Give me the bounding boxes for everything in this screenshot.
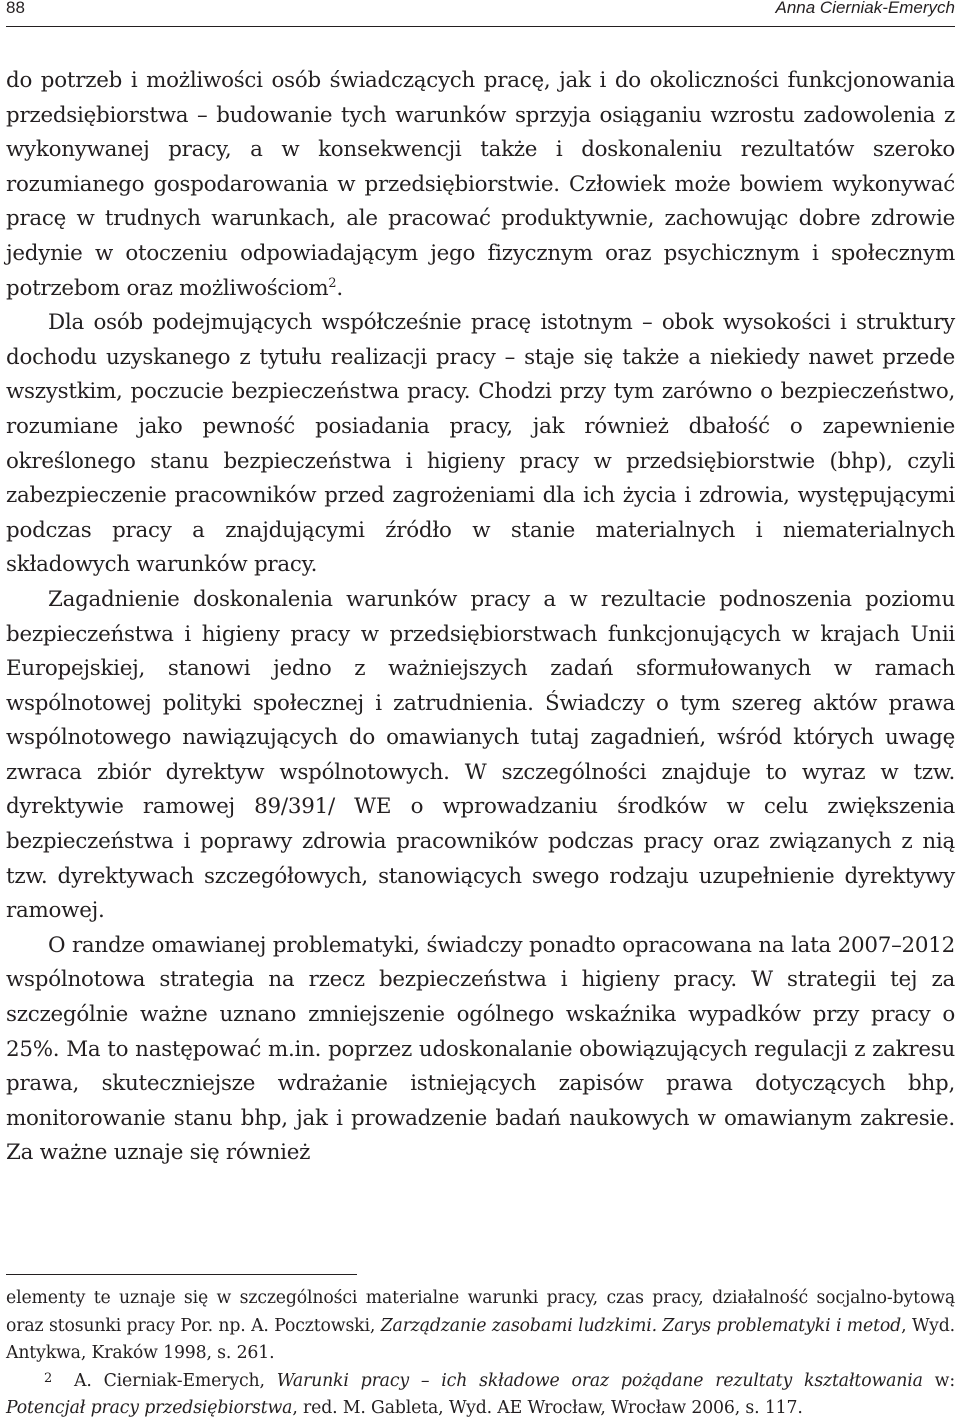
footnote-separator [6, 1274, 357, 1275]
footnote-1-text: elementy te uznaje się w szczególności materialne warunki pracy, czas pracy, działalność socjalno-bytową oraz stosunki pracy Por. np. A. Pocztowski, [6, 1288, 955, 1336]
running-head: Anna Cierniak-Emerych [775, 0, 955, 17]
page-number: 88 [6, 0, 25, 17]
footnote-2-book-title: Potencjał pracy przedsiębiorstwa [6, 1398, 293, 1418]
footnote-2-publication: , red. M. Gableta, Wyd. AE Wrocław, Wrocław 2006, s. 117. [292, 1398, 803, 1418]
paragraph-3: Zagadnienie doskonalenia warunków pracy a w rezultacie podnoszenia poziomu bezpieczeństwa i higieny pracy w przedsiębiorstwach funkcjonujących w krajach Unii Europejskiej, stanowi jedno z ważniejszych zadań sformułowanych w ramach wspólnotowej polityki społecznej i zatrudnienia. Świadczy o tym szereg aktów prawa wspólnotowego nawiązujących do omawianych tutaj zagadnień, wśród których uwagę zwraca zbiór dyrektyw wspólnotowych. W szczególności znajduje to wyraz w tzw. dyrektywie ramowej 89/391/ WE o wprowadzaniu środków w celu zwiększenia bezpieczeństwa i poprawy zdrowia pracowników podczas pracy oraz związanych z nią tzw. dyrektywach szczegółowych, stanowiących swego rodzaju uzupełnienie dyrektywy ramowej. [6, 586, 955, 924]
footnote-1-continued [6, 1285, 955, 1368]
footnote-2: 2 A. Cierniak-Emerych, Warunki pracy – ich składowe oraz pożądane rezultaty kształtowania w: Potencjał pracy przedsiębiorstwa, red. M. Gableta, Wyd. AE Wrocław, Wrocław 2006, s. 117. [6, 1370, 955, 1418]
footnotes [6, 1285, 955, 1423]
paragraph-4: O randze omawianej problematyki, świadczy ponadto opracowana na lata 2007–2012 wspólnotowa strategia na rzecz bezpieczeństwa i higieny pracy. W strategii tej za szczególnie ważne uznano zmniejszenie ogólnego wskaźnika wypadków przy pracy o 25%. Ma to następować m.in. poprzez udoskonalanie obowiązujących regulacji z zakresu prawa, skuteczniejsze wdrażanie istniejących zapisów prawa dotyczących bhp, monitorowanie stanu bhp, jak i prowadzenie badań naukowych w omawianym zakresie. Za ważne uznaje się również [6, 932, 955, 1166]
paragraph-1-end: . [336, 275, 343, 301]
main-text [6, 64, 955, 1171]
paragraph-1 [6, 64, 955, 306]
footnote-1-title: Zarządzanie zasobami ludzkimi. Zarys problematyki i metod [380, 1315, 902, 1336]
footnote-2-title: Warunki pracy – ich składowe oraz pożądane rezultaty kształtowania [276, 1370, 923, 1391]
footnote-reference-2: 2 [328, 275, 337, 291]
paragraph-2: Dla osób podejmujących współcześnie pracę istotnym – obok wysokości i struktury dochodu uzyskanego z tytułu realizacji pracy – staje się także a niekiedy nawet przede wszystkim, poczucie bezpieczeństwa pracy. Chodzi przy tym zarówno o bezpieczeństwo, rozumiane jako pewność posiadania pracy, jak również dbałość o zapewnienie określonego stanu bezpieczeństwa i higieny pracy w przedsiębiorstwie (bhp), czyli zabezpieczenie pracowników przed zagrożeniami dla ich życia i zdrowia, występującymi podczas pracy a znajdującymi źródło w stanie materialnych i niematerialnych składowych warunków pracy. [6, 310, 955, 578]
page-header [6, 0, 955, 27]
footnote-1-publication: , Wyd. Antykwa, Kraków 1998, s. 261. [6, 1315, 955, 1363]
paragraph-1-text: do potrzeb i możliwości osób świadczących pracę, jak i do okoliczności funkcjonowania przedsiębiorstwa – budowanie tych warunków sprzyja osiąganiu wzrostu zadowolenia z wykonywanej pracy, a w konsekwencji także i doskonaleniu rezultatów szeroko rozumianego gospodarowania w przedsiębiorstwie. Człowiek może bowiem wykonywać pracę w trudnych warunkach, ale pracować produktywnie, zachowując dobre zdrowie jedynie w otoczeniu odpowiadającym jego fizycznym oraz psychicznym i społecznym potrzebom oraz możliwościom [6, 68, 955, 301]
footnote-2-in: w: [922, 1370, 955, 1391]
footnote-2-author: A. Cierniak-Emerych, [74, 1370, 277, 1391]
